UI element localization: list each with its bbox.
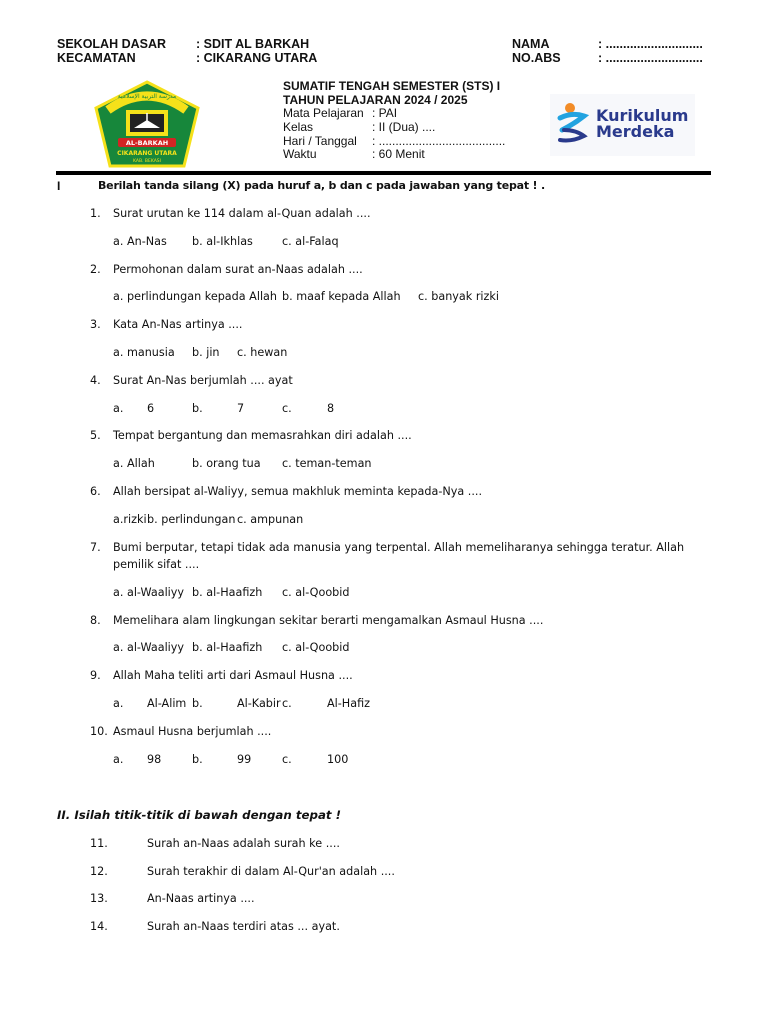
student-name-label: NAMA (512, 37, 550, 51)
option-a-letter[interactable]: a. (113, 697, 124, 710)
header-divider (56, 171, 711, 175)
question-text[interactable]: Surah terakhir di dalam Al-Qur'an adalah .... (147, 865, 395, 878)
question-number: 4. (90, 374, 101, 387)
student-name-field[interactable]: : ............................ (598, 37, 703, 51)
option-b[interactable]: b. orang tua (192, 457, 261, 470)
option-c[interactable]: c. al-Qoobid (282, 586, 350, 599)
class-label: Kelas (283, 120, 314, 134)
option-a[interactable]: a. Allah (113, 457, 155, 470)
option-b[interactable]: b. al-Haafizh (192, 641, 263, 654)
question-text: Bumi berputar, tetapi tidak ada manusia yang terpental. Allah memeliharanya sehingga teratur. Allah (113, 541, 685, 554)
school-logo (92, 80, 202, 168)
option-a-letter[interactable]: a. (113, 753, 124, 766)
question-text: Memelihara alam lingkungan sekitar berarti mengamalkan Asmaul Husna .... (113, 614, 544, 627)
option-c[interactable]: 100 (327, 753, 349, 766)
logo-merdeka-text: Merdeka (596, 122, 675, 141)
option-a[interactable]: Al-Alim (147, 697, 187, 710)
option-b-letter[interactable]: b. (192, 697, 203, 710)
question-text: Permohonan dalam surat an-Naas adalah .... (113, 263, 363, 276)
option-c-letter[interactable]: c. (282, 753, 292, 766)
question-number: 12. (90, 865, 108, 878)
subject-value: : PAI (372, 106, 398, 120)
district-label: KECAMATAN (57, 51, 136, 65)
student-number-label: NO.ABS (512, 51, 561, 65)
section-one-number: I (57, 179, 61, 193)
question-text[interactable]: Surah an-Naas adalah surah ke .... (147, 837, 340, 850)
option-a[interactable]: a. al-Waaliyy (113, 641, 185, 654)
question-text-continued: pemilik sifat .... (113, 558, 200, 571)
option-a[interactable]: 98 (147, 753, 162, 766)
option-b[interactable]: b. maaf kepada Allah (282, 290, 401, 303)
academic-year: TAHUN PELAJARAN 2024 / 2025 (283, 93, 468, 107)
option-a[interactable]: a. An-Nas (113, 235, 167, 248)
option-c[interactable]: c. banyak rizki (418, 290, 499, 303)
option-b-letter[interactable]: b. (192, 402, 203, 415)
question-text: Surat urutan ke 114 dalam al-Quan adalah .... (113, 207, 371, 220)
option-a-letter[interactable]: a. (113, 402, 124, 415)
student-number-field[interactable]: : ............................ (598, 51, 703, 65)
question-number: 7. (90, 541, 101, 554)
question-number: 10. (90, 725, 108, 738)
time-label: Waktu (283, 147, 317, 161)
question-number: 13. (90, 892, 108, 905)
option-b[interactable]: b. al-Ikhlas (192, 235, 253, 248)
option-b[interactable]: 99 (237, 753, 252, 766)
logo-regency: KAB. BEKASI (133, 159, 161, 164)
option-c[interactable]: Al-Hafiz (327, 697, 370, 710)
question-text: Tempat bergantung dan memasrahkan diri adalah .... (113, 429, 412, 442)
option-c[interactable]: 8 (327, 402, 335, 415)
option-b[interactable]: b. jin (192, 346, 220, 359)
question-number: 14. (90, 920, 108, 933)
question-number: 8. (90, 614, 101, 627)
question-number: 9. (90, 669, 101, 682)
question-text[interactable]: An-Naas artinya .... (147, 892, 255, 905)
option-c-letter[interactable]: c. (282, 402, 292, 415)
exam-title: SUMATIF TENGAH SEMESTER (STS) I (283, 79, 501, 93)
option-c-letter[interactable]: c. (282, 697, 292, 710)
school-value: : SDIT AL BARKAH (196, 37, 310, 51)
question-text: Surat An-Nas berjumlah .... ayat (113, 374, 293, 387)
class-value: : II (Dua) .... (372, 120, 436, 134)
kurikulum-merdeka-logo (550, 94, 695, 156)
date-field[interactable]: : ...................................... (372, 134, 506, 148)
question-number: 3. (90, 318, 101, 331)
school-label: SEKOLAH DASAR (57, 37, 167, 51)
logo-location: CIKARANG UTARA (117, 150, 177, 157)
section-one-instruction: Berilah tanda silang (X) pada huruf a, b dan c pada jawaban yang tepat ! . (98, 179, 545, 192)
option-a[interactable]: a.rizki (113, 513, 147, 526)
option-c[interactable]: c. hewan (237, 346, 288, 359)
option-a[interactable]: a. manusia (113, 346, 175, 359)
question-number: 11. (90, 837, 108, 850)
logo-arabic-text: مدرسة التربية الإسلامية (117, 93, 177, 100)
question-text: Kata An-Nas artinya .... (113, 318, 243, 331)
question-text: Asmaul Husna berjumlah .... (113, 725, 272, 738)
question-text: Allah bersipat al-Waliyy, semua makhluk meminta kepada-Nya .... (113, 485, 482, 498)
question-number: 6. (90, 485, 101, 498)
time-value: : 60 Menit (372, 147, 425, 161)
option-b[interactable]: Al-Kabir (237, 697, 281, 710)
district-value: : CIKARANG UTARA (196, 51, 318, 65)
question-number: 2. (90, 263, 101, 276)
option-b-letter[interactable]: b. (192, 753, 203, 766)
option-b[interactable]: 7 (237, 402, 245, 415)
option-b[interactable]: b. al-Haafizh (192, 586, 263, 599)
option-a[interactable]: 6 (147, 402, 155, 415)
question-number: 5. (90, 429, 101, 442)
option-b[interactable]: b. perlindungan (147, 513, 236, 526)
date-label: Hari / Tanggal (283, 134, 357, 148)
option-c[interactable]: c. al-Qoobid (282, 641, 350, 654)
question-text[interactable]: Surah an-Naas terdiri atas ... ayat. (147, 920, 340, 933)
question-text: Allah Maha teliti arti dari Asmaul Husna .... (113, 669, 353, 682)
section-two-instruction: II. Isilah titik-titik di bawah dengan tepat ! (57, 808, 342, 822)
option-a[interactable]: a. al-Waaliyy (113, 586, 185, 599)
subject-label: Mata Pelajaran (283, 106, 364, 120)
logo-school-name: AL-BARKAH (125, 139, 169, 147)
option-c[interactable]: c. teman-teman (282, 457, 372, 470)
logo-kurikulum-text: Kurikulum (596, 106, 689, 125)
option-c[interactable]: c. ampunan (237, 513, 304, 526)
option-c[interactable]: c. al-Falaq (282, 235, 339, 248)
option-a[interactable]: a. perlindungan kepada Allah (113, 290, 277, 303)
question-number: 1. (90, 207, 101, 220)
